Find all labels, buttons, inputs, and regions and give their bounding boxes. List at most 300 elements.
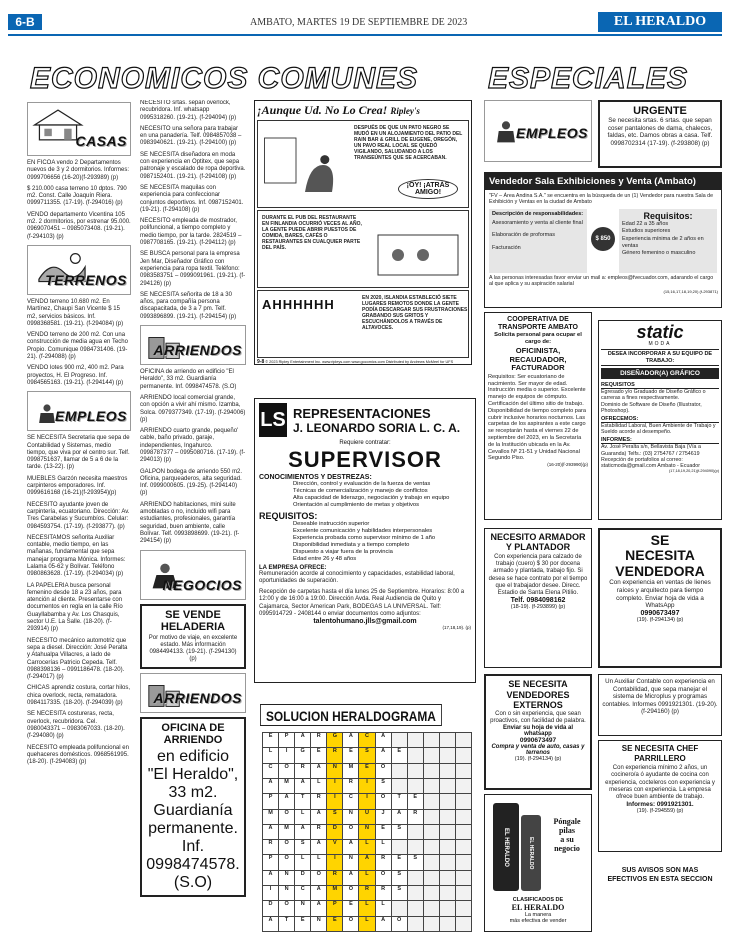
crossword-cell: E xyxy=(327,917,342,931)
crossword-cell xyxy=(408,917,423,931)
vendedora-body: Con experiencia en ventas de lienes raíces y arquitecto para tiempo completo. Enviar hoja de vida a WhatsApp xyxy=(609,579,711,610)
crossword-cell: S xyxy=(327,810,342,824)
comic-bubble-1: ¡OY! ¡ATRÁS AMIGO! xyxy=(398,179,458,199)
externos-body: Con o sin experiencia, que sean proactivos, con facilidad de palabra. xyxy=(490,710,586,724)
ad-text: SE NECESITA costureras, recta, overlock, recubridora. Cel. 0980043371 – 0983067033. (18-20). (f-294080) (p) xyxy=(27,711,125,740)
heladeria-title: SE VENDE HELADERIA xyxy=(160,608,226,633)
pila-line: a su xyxy=(560,835,574,844)
crossword-cell: N xyxy=(359,825,374,839)
category-label: ARRIENDOS xyxy=(153,342,242,359)
list-item: Dirección, control y evaluación de la fuerza de ventas xyxy=(293,481,431,487)
ad xyxy=(140,502,246,546)
crossword-cell: M xyxy=(263,810,278,824)
soria-list2 xyxy=(259,521,471,563)
crossword-cell: A xyxy=(295,779,310,793)
crossword-cell xyxy=(408,871,423,885)
ad-text: LA PAPELERIA busca personal femenino desde 18 a 23 años, para atención al cliente. Presentarse con documentos en regla en la calle Río Guayllabamba y Av. Los Chasquis, sector U.E. La Salle. (18-20). (f-293914) (p) xyxy=(27,582,123,633)
ad xyxy=(27,435,131,471)
crossword-cell: T xyxy=(295,794,310,808)
crossword-cell: R xyxy=(311,794,326,808)
crossword-cell xyxy=(392,840,407,854)
chef-ad xyxy=(598,740,722,852)
armador-tel: Telf. 0984098162 xyxy=(510,597,566,605)
crossword-cell xyxy=(408,764,423,778)
crossword-cell: N xyxy=(279,871,294,885)
crossword-cell xyxy=(392,901,407,915)
crossword-cell: S xyxy=(408,855,423,869)
chef-body: Con experiencia mínimo 2 años, un cocinero/a ó ayudante de cocina con experiencia, cocteleros con experiencia y meseras con experiencia. La empresa ofrece buen ambiente de trabajo. xyxy=(605,765,715,801)
crossword-cell: M xyxy=(327,886,342,900)
brand-logo: EL HERALDO xyxy=(598,12,722,32)
static-off-title: OFRECEMOS: xyxy=(601,416,719,423)
ad-text: VENDO terreno de 200 m2. Con una construcción de media agua en Techo Propio. Comunique 0984731406. (19-21). (f-294088) (p) xyxy=(27,332,128,361)
comic-panel-2 xyxy=(257,210,469,288)
list-item: Disponibilidad inmediata y a tiempo completo xyxy=(293,542,410,548)
crossword-cell: A xyxy=(376,733,391,747)
list-item: Orientación al cumplimiento de metas y objetivos xyxy=(293,502,419,508)
static-desea: DESEA INCORPORAR A SU EQUIPO DE TRABAJO: xyxy=(601,349,719,366)
vendedor-apply: A las personas interesadas favor enviar un mail a: empleos@fvecuador.com, adarando el cargo al que aplica y su aspiración salarial xyxy=(489,274,714,288)
ad-text: OFICINA de arriendo en edificio "El Heraldo", 33 m2. Guardianía permanente. Inf. 0998474578. (S.O) xyxy=(140,369,237,390)
crossword-cell xyxy=(424,871,439,885)
soria-logo: LS xyxy=(259,403,287,437)
crossword-cell: S xyxy=(392,886,407,900)
externos-tel: 0990673497 xyxy=(519,736,557,744)
ad-text: SE NECESITA Secretaria que sepa de Contabilidad y Sistemas, medio tiempo, que viva por el centro sur. Telf. 0998751637, llamar de 5 a 6 de la tarde. (13-22). (p) xyxy=(27,435,130,471)
crossword-cell: L xyxy=(295,810,310,824)
crossword-cell: O xyxy=(376,794,391,808)
crossword-cell: R xyxy=(311,733,326,747)
soria-offer: LA EMPRESA OFRECE: xyxy=(259,565,327,571)
soria-sec2: REQUISITOS: xyxy=(259,511,318,521)
crossword-cell: E xyxy=(376,825,391,839)
crossword-cell: L xyxy=(376,840,391,854)
crossword-cell xyxy=(424,917,439,931)
crossword-cell: G xyxy=(295,748,310,762)
crossword-title: SOLUCION HERALDOGRAMA xyxy=(260,704,442,726)
comic-panel-3 xyxy=(257,290,469,358)
crossword-cell: A xyxy=(311,810,326,824)
crossword-cell xyxy=(440,764,455,778)
vendedor-req-title: Requisitos: xyxy=(643,210,693,221)
category-arriendos xyxy=(140,325,246,365)
crossword-cell xyxy=(440,733,455,747)
urgente-body: Se necesita srtas. 6 srtas. que sepan coser pantalones de dama, chalecos, faldas, etc. Damos obras a casa. Telf. 0998702314 (17-19). (f-293808) (p) xyxy=(607,117,713,147)
crossword-cell: O xyxy=(279,840,294,854)
crossword-cell: A xyxy=(343,871,358,885)
crossword-cell: A xyxy=(376,748,391,762)
static-inf-title: INFORMES: xyxy=(601,437,719,444)
crossword-cell: L xyxy=(359,901,374,915)
crossword-cell xyxy=(456,748,471,762)
crossword-cell: D xyxy=(327,825,342,839)
vendedora-code: (19). (f-294134) (p) xyxy=(636,617,684,624)
comic-title: ¡Aunque Ud. No Lo Crea! Ripley's xyxy=(257,103,420,117)
comic-caption-1: DESPUÉS DE QUE UN PATO NEGRO SE MUDÓ EN UN ALOJAMIENTO DEL PATIO DEL RAIN BAR & GRILL DE EUGENE, OREGÓN, UN PAVO REAL LOCAL SE QUEDÓ VIGILANDO, SALUDANDO A LOS TRANSEÚNTES QUE SE ACERCABAN. xyxy=(354,125,463,161)
crossword-cell: M xyxy=(279,825,294,839)
crossword-cell: A xyxy=(343,733,358,747)
ad xyxy=(140,369,246,391)
crossword-cell: I xyxy=(327,779,342,793)
crossword-cell: E xyxy=(359,764,374,778)
crossword-cell: O xyxy=(311,871,326,885)
ad xyxy=(140,469,246,498)
crossword-cell xyxy=(456,764,471,778)
crossword-cell: L xyxy=(311,855,326,869)
crossword-cell xyxy=(440,748,455,762)
crossword-cell xyxy=(440,917,455,931)
list-item: Elaboración de proformas xyxy=(492,232,555,239)
crossword-cell xyxy=(424,810,439,824)
crossword-cell: A xyxy=(263,779,278,793)
crossword-cell xyxy=(408,733,423,747)
crossword-cell: I xyxy=(263,886,278,900)
crossword-cell: A xyxy=(311,764,326,778)
ad-text: EN FICOA vendo 2 Departamentos nuevos de 3 y 2 dormitorios. Informes: 0999706656 (16-20)(f-293989) (p) xyxy=(27,160,130,181)
crossword-cell xyxy=(424,764,439,778)
crossword-cell: A xyxy=(376,917,391,931)
ad xyxy=(140,126,246,148)
crossword-cell xyxy=(408,886,423,900)
crossword-cell xyxy=(440,886,455,900)
crossword-cell: O xyxy=(343,825,358,839)
crossword-cell: E xyxy=(392,855,407,869)
crossword-cell: N xyxy=(343,810,358,824)
crossword-cell: L xyxy=(359,871,374,885)
crossword-cell xyxy=(440,779,455,793)
crossword-cell: I xyxy=(359,794,374,808)
crossword-cell: O xyxy=(343,917,358,931)
crossword-grid xyxy=(262,732,472,932)
armador-ad xyxy=(484,528,592,668)
crossword-cell: R xyxy=(327,748,342,762)
crossword-cell: L xyxy=(311,779,326,793)
category-casas xyxy=(27,102,131,156)
crossword-cell: S xyxy=(392,825,407,839)
crossword-cell: P xyxy=(327,901,342,915)
ad xyxy=(27,638,131,682)
vendedor-fv-ad xyxy=(484,172,722,308)
ad xyxy=(140,251,246,287)
crossword-cell xyxy=(424,748,439,762)
soria-code: (17,18,19). (p) xyxy=(442,625,471,631)
externos-ad xyxy=(484,674,592,790)
ad xyxy=(27,299,131,328)
salary-badge: $ 850 xyxy=(591,227,615,251)
coop-code: (16-20)(f-293990)(p) xyxy=(547,462,588,468)
soria-list1 xyxy=(259,481,471,509)
vendedora-t1: SE xyxy=(650,532,670,548)
comic-brand: Ripley's xyxy=(390,106,420,116)
ad xyxy=(27,745,131,767)
pila-line: CLASIFICADOS DE xyxy=(512,897,564,903)
ad xyxy=(27,476,131,498)
auxiliar-body: Un Auxiliar Contable con experiencia en Contabilidad, que sepa manejar el sistema de Microplus y programas contables. Informes 0991921301. (19-20). (f-294160) (p) xyxy=(602,678,718,715)
crossword-cell: L xyxy=(376,901,391,915)
ad xyxy=(27,711,131,740)
ad-text: SE NECESITA señorita de 18 a 30 años, para compañía persona discapacitada, de 3 a 7 pm. Telf. 0993896899. (19-21). (f-294154) (p) xyxy=(140,291,237,320)
vendedor-resp-title: Descripción de responsabilidades: xyxy=(492,210,584,217)
comic-footer: 9-8 © 2023 Ripley Entertainment Inc. www.ripleys.com www.gocomics.com Distributed by Andrews McMeel for UFS xyxy=(257,359,454,365)
crossword-cell: E xyxy=(408,794,423,808)
crossword-cell xyxy=(424,886,439,900)
vendedora-ad xyxy=(598,528,722,668)
ad-text: NECESITO empleada polifuncional en quehaceres domésticos. 0968561995. (18-20). (f-294083) (p) xyxy=(27,744,129,766)
crossword-cell: N xyxy=(311,917,326,931)
crossword-cell xyxy=(424,779,439,793)
crossword-cell xyxy=(424,733,439,747)
crossword-cell: A xyxy=(263,825,278,839)
static-code: (17,18,19,20,21)(f-294090)(p) xyxy=(668,469,719,474)
crossword-cell: A xyxy=(263,917,278,931)
crossword-cell: R xyxy=(376,855,391,869)
ad-text: NECESITO mecánico automotriz que sepa a diesel. Dirección: José Peralta y Atahualpa Villacres, a lado de Carrocerías Patricio Cepeda. Telf. 0988398136 – 0991186478. (18-20). (f-294017) (p) xyxy=(27,637,128,681)
ad xyxy=(27,212,131,241)
pila-line: pilas xyxy=(558,826,575,835)
crossword-cell: A xyxy=(392,810,407,824)
category-label: EMPLEOS xyxy=(55,408,127,425)
crossword-cell xyxy=(456,779,471,793)
category-negocios xyxy=(140,550,246,600)
vendedor-code: (15,16,17,18,19,20) (f-293871) xyxy=(663,289,718,295)
static-req-title: REQUISITOS xyxy=(601,382,719,389)
crossword-cell xyxy=(440,840,455,854)
cooperativa-ad xyxy=(484,312,592,520)
crossword-cell: A xyxy=(359,855,374,869)
ad-text: $ 210.000 casa terreno 10 dptos. 790 m2. Const. Calle Joaquín Riera. 0999711355. (17-19). (f-294016) (p) xyxy=(27,185,127,207)
category-label: NEGOCIOS xyxy=(162,576,242,593)
armador-title: NECESITO ARMADOR Y PLANTADOR xyxy=(490,532,586,552)
comic-caption-2: DURANTE EL PUB DEL RESTAURANTE EN FINLANDIA OCURRIÓ VECES AL AÑO, LA GENTE PUEDE ABRIR PUESTOS DE COMIDA, BARES, CAFÉS O RESTAURANTES EN CUALQUIER PARTE DEL PAÍS. xyxy=(262,215,362,251)
crossword-cell: E xyxy=(311,748,326,762)
banner-left: ECONOMICOS COMUNES xyxy=(30,62,419,95)
crossword-cell xyxy=(456,886,471,900)
crossword-cell xyxy=(440,794,455,808)
crossword-cell: O xyxy=(376,871,391,885)
crossword-cell: C xyxy=(343,794,358,808)
column-2 xyxy=(140,100,246,935)
crossword-cell: R xyxy=(327,871,342,885)
crossword-cell: E xyxy=(295,917,310,931)
crossword-cell: U xyxy=(359,810,374,824)
ad xyxy=(140,292,246,321)
battery-icon: EL HERALDO xyxy=(493,803,519,891)
crossword-cell: E xyxy=(392,748,407,762)
crossword-cell: D xyxy=(263,901,278,915)
list-item: Excelente comunicación y habilidades interpersonales xyxy=(293,528,433,534)
pila-line: La manera xyxy=(524,912,552,918)
crossword-cell xyxy=(456,901,471,915)
vendedora-t3: VENDEDORA xyxy=(615,563,705,579)
crossword-cell: R xyxy=(263,840,278,854)
chef-inf: Informes: 0991921301. xyxy=(626,801,694,809)
soria-name-1: REPRESENTACIONES xyxy=(293,405,431,421)
category-label: ARRIENDOS xyxy=(153,689,242,706)
crossword-cell xyxy=(456,825,471,839)
crossword-cell xyxy=(456,840,471,854)
crossword-cell xyxy=(392,764,407,778)
crossword-cell: A xyxy=(263,871,278,885)
pila-line: EL HERALDO xyxy=(511,903,565,912)
crossword-cell xyxy=(424,840,439,854)
oficina-title: OFICINA DE ARRIENDO xyxy=(161,721,225,746)
list-item: Deseable instrucción superior xyxy=(293,521,370,527)
crossword-cell: S xyxy=(392,871,407,885)
ad xyxy=(27,583,131,634)
ad-text: NECESITAMOS señorita Auxiliar contable, medio tiempo, en las mañanas, fundamental que sepa manejar programa Mónica. Informes: Lalama 05-62 y Bolívar. Teléfono 0980863628. (17-19). (f-294034) (p) xyxy=(27,534,126,578)
crossword-cell xyxy=(424,825,439,839)
crossword-cell: L xyxy=(263,748,278,762)
vendedor-title: Vendedor Sala Exhibiciones y Venta (Ambato) xyxy=(485,173,721,190)
crossword-cell: L xyxy=(295,855,310,869)
crossword-cell: P xyxy=(263,855,278,869)
crossword-cell: G xyxy=(327,733,342,747)
crossword-cell xyxy=(424,794,439,808)
ad-text: NECESITO una señora para trabajar en una panadería. Telf. 0984857038 – 0983940621. (19-21). (f-294100) (p) xyxy=(140,125,242,147)
crossword-cell: N xyxy=(279,886,294,900)
crossword-cell xyxy=(440,810,455,824)
ad-text: NECESITO ayudante joven de carpintería, ecuatoriano. Dirección: Av. Tres Carabelas y Sucumbíos. Celular: 0984593754. (17-19). (f-293877). (p) xyxy=(27,501,130,530)
category-label: EMPLEOS xyxy=(516,125,588,141)
ad xyxy=(27,332,131,361)
crossword-cell xyxy=(392,779,407,793)
chef-code: (19). (f-294559) (p) xyxy=(636,808,684,815)
comic-caption-3: EN 2020, ISLANDIA ESTABLECIÓ SIETE LUGARES REMOTOS DONDE LA GENTE PODÍA DESCARGAR SUS FRUSTRACIONES GRABANDO SUS GRITOS Y ESCUCHÁNDOLOS A TRAVÉS DE ALTAVOCES. xyxy=(362,295,468,331)
crossword-cell xyxy=(456,810,471,824)
crossword-cell xyxy=(456,917,471,931)
oficina-body: en edificio "El Heraldo", 33 m2. Guardianía permanente. Inf. 0998474578. (S.O) xyxy=(146,747,240,891)
ad xyxy=(140,428,246,464)
category-terrenos xyxy=(27,245,131,295)
crossword-cell: A xyxy=(343,840,358,854)
crossword-cell xyxy=(456,794,471,808)
externos-compra: Compra y venta de auto, casas y terrenos xyxy=(491,743,585,756)
crossword-cell xyxy=(408,748,423,762)
crossword-cell: E xyxy=(343,748,358,762)
crossword-cell: T xyxy=(392,794,407,808)
pila-line: más efectiva de vender xyxy=(509,918,567,924)
crossword-cell: C xyxy=(263,764,278,778)
list-item: Egresado y/o Graduado de Diseño Gráfico o carreras a fines respectivamente. xyxy=(601,389,706,402)
list-item: Facturación xyxy=(492,244,521,251)
ad-text: SE NECESITA maquilas con experiencia para confeccionar conjuntos deportivos. Inf. 0987152401. (19-21). (f-294108) (p) xyxy=(140,184,244,213)
crossword-cell xyxy=(456,855,471,869)
crossword-cell: C xyxy=(359,733,374,747)
soria-email: talentohumano.jlls@gmail.com xyxy=(313,618,417,626)
ad-text: NECESITO empleada de mostrador, polifuncional, a tiempo completo y medio tiempo, por la tarde. 2824519 – 0987708165. (19-21). (f-294112) (p) xyxy=(140,218,242,247)
crossword-cell xyxy=(408,901,423,915)
ad-text: GALPON bodega de arriendo 550 m2. Oficina, parqueaderos, alta seguridad. Inf. 0999000605. (19-25). (f-294140) (p) xyxy=(140,468,243,497)
column-1 xyxy=(27,100,131,935)
crossword-cell: V xyxy=(327,840,342,854)
list-item: Género femenino o masculino xyxy=(622,250,696,257)
crossword-cell: I xyxy=(279,748,294,762)
list-item: Técnicas de comercialización y manejo de conflictos xyxy=(293,488,428,494)
crossword-cell: O xyxy=(279,855,294,869)
ad-text: VENDO terreno 10.680 m2. En Martínez, Chaupi San Vicente $ 15 m2, servicios básicos. Inf. 0998368581. (19-21). (f-294084) (p) xyxy=(27,298,124,327)
comic-panel-1 xyxy=(257,120,469,208)
soria-name-2: J. LEONARDO SORIA L. C. A. xyxy=(293,420,461,435)
armador-code: (18-19). (f-293899) (p) xyxy=(510,604,566,611)
coop-job: OFICINISTA, RECAUDADOR, FACTURADOR xyxy=(509,346,567,373)
coop-subtitle: Solicita personal para ocupar el cargo de: xyxy=(494,332,582,345)
list-item: Dominio de Software de Diseño (Illustrator, Photoshop). xyxy=(601,401,702,414)
heladeria-ad xyxy=(140,604,246,669)
crossword-cell: O xyxy=(279,810,294,824)
crossword-cell: L xyxy=(359,917,374,931)
crossword-cell: O xyxy=(392,917,407,931)
soria-apply: Recepción de carpetas hasta el día lunes 25 de Septiembre. Horarios: 8:00 a 12:00 y de 16:00 a 19:00. Dirección Avda. Real Audiencia de Quito y Cajamarca, Sector American Park, BODEGAS LA UNIVERSAL. Telf: 0995914729 - 2408144 o enviar documentos como adjuntos: xyxy=(259,588,465,618)
crossword-cell: E xyxy=(263,733,278,747)
crossword-cell xyxy=(440,901,455,915)
crossword-cell: O xyxy=(279,764,294,778)
sus-avisos: SUS AVISOS SON MAS EFECTIVOS EN ESTA SECCION xyxy=(607,867,713,883)
ad-text: VENDO lotes 900 m2, 400 m2. Para proyectos, H. El Progreso. Inf. 0984565163. (19-21). (f-294144) (p) xyxy=(27,365,124,386)
crossword-cell xyxy=(440,871,455,885)
comic-bubble-2: AHHHHHH xyxy=(262,297,335,312)
crossword-cell: R xyxy=(376,886,391,900)
soria-ad xyxy=(254,398,476,683)
heladeria-body: Por motivo de viaje, en excelente estado. Más información 0984494133. (19-21). (f-294130) (p) xyxy=(148,634,238,663)
crossword-cell: P xyxy=(263,794,278,808)
ad-text: MUEBLES Garzón necesita maestros carpinteros emporadores. Inf. 0999616168 (16-21)(f-293954)(p) xyxy=(27,475,128,497)
ad-text: SE NECESITA diseñadora en moda con experiencia en Optitex, que sepa patronaje y escalado de ropa deportiva. 0987152401. (19-21). (f-294108) (p) xyxy=(140,151,246,180)
ad-text: ARRIENDO cuarto grande, pequeño' cable, baño privado, garaje, independientes, Ingahurco. 0998787377 – 0995080716. (17-19). (f-294013) (p) xyxy=(140,428,246,464)
comic-num: 9-8 xyxy=(257,359,265,365)
crossword-cell: I xyxy=(327,855,342,869)
ad xyxy=(27,502,131,531)
category-label: CASAS xyxy=(75,133,127,149)
crossword-cell: A xyxy=(311,901,326,915)
category-arriendos-2 xyxy=(140,673,246,713)
crossword-cell: T xyxy=(279,917,294,931)
static-job: DISEÑADOR(A) GRÁFICO xyxy=(601,368,719,379)
ad xyxy=(140,395,246,424)
pila-line: negocio xyxy=(554,844,580,853)
peacock-drawing xyxy=(260,125,350,205)
ad xyxy=(27,685,131,707)
crossword-cell xyxy=(392,733,407,747)
crossword-cell: S xyxy=(295,840,310,854)
crossword-cell: O xyxy=(376,764,391,778)
coop-title: COOPERATIVA DE TRANSPORTE AMBATO xyxy=(498,316,578,331)
crossword-cell: A xyxy=(311,840,326,854)
urgente-title: URGENTE xyxy=(633,105,687,117)
category-empleos xyxy=(27,391,131,431)
externos-enviar: Enviar su hoja de vida al whatsapp xyxy=(502,724,574,737)
ad xyxy=(140,218,246,247)
pila-line: Póngale xyxy=(553,817,581,826)
crossword-cell xyxy=(408,840,423,854)
ad xyxy=(27,365,131,387)
ad xyxy=(27,535,131,579)
static-moda-ad xyxy=(598,320,722,520)
crossword-cell xyxy=(456,871,471,885)
coop-body: Requisitos: Ser ecuatoriano de nacimiento. Ser mayor de edad. Instrucción media o superior. Excelente manejo de equipos de cómputo. Certificación del último sitio de trabajo. Disponibilidad de tiempo completo para cubrir inclusive horarios nocturnos. Las carpetas de los aspirantes a este cargo se receptarán hasta el viernes 22 de septiembre del 2023, en la Secretaría de la Institución ubicada en la Av. Cevallos Nº 21-51 y Unidad Nacional Segundo Piso. xyxy=(488,373,586,462)
ad-text: SE BUSCA personal para la empresa Jen Mar, Diseñador Gráfico con experiencia para ropa textil. Teléfono: 0983583751 – 0999091961. (19-21). (f-294126) (p) xyxy=(140,251,246,287)
crossword-cell: R xyxy=(408,810,423,824)
static-sub: MODA xyxy=(648,341,672,347)
list-item: Experiencia probada como supervisor mínimo de 1 año xyxy=(293,535,436,541)
static-logo: static xyxy=(636,322,684,342)
crossword-cell xyxy=(424,901,439,915)
list-item: Estudios superiores xyxy=(622,228,671,235)
ad-text: NECESITO srtas. sepan overlock, recubridora. Inf. whatsapp 0995318260. (19-21). (f-294094) (p) xyxy=(140,100,237,121)
list-item: Edad entre 26 y 48 años xyxy=(293,556,357,562)
crossword-cell: R xyxy=(311,825,326,839)
soria-req: Requiere contratar: xyxy=(339,440,391,446)
ad xyxy=(140,185,246,214)
